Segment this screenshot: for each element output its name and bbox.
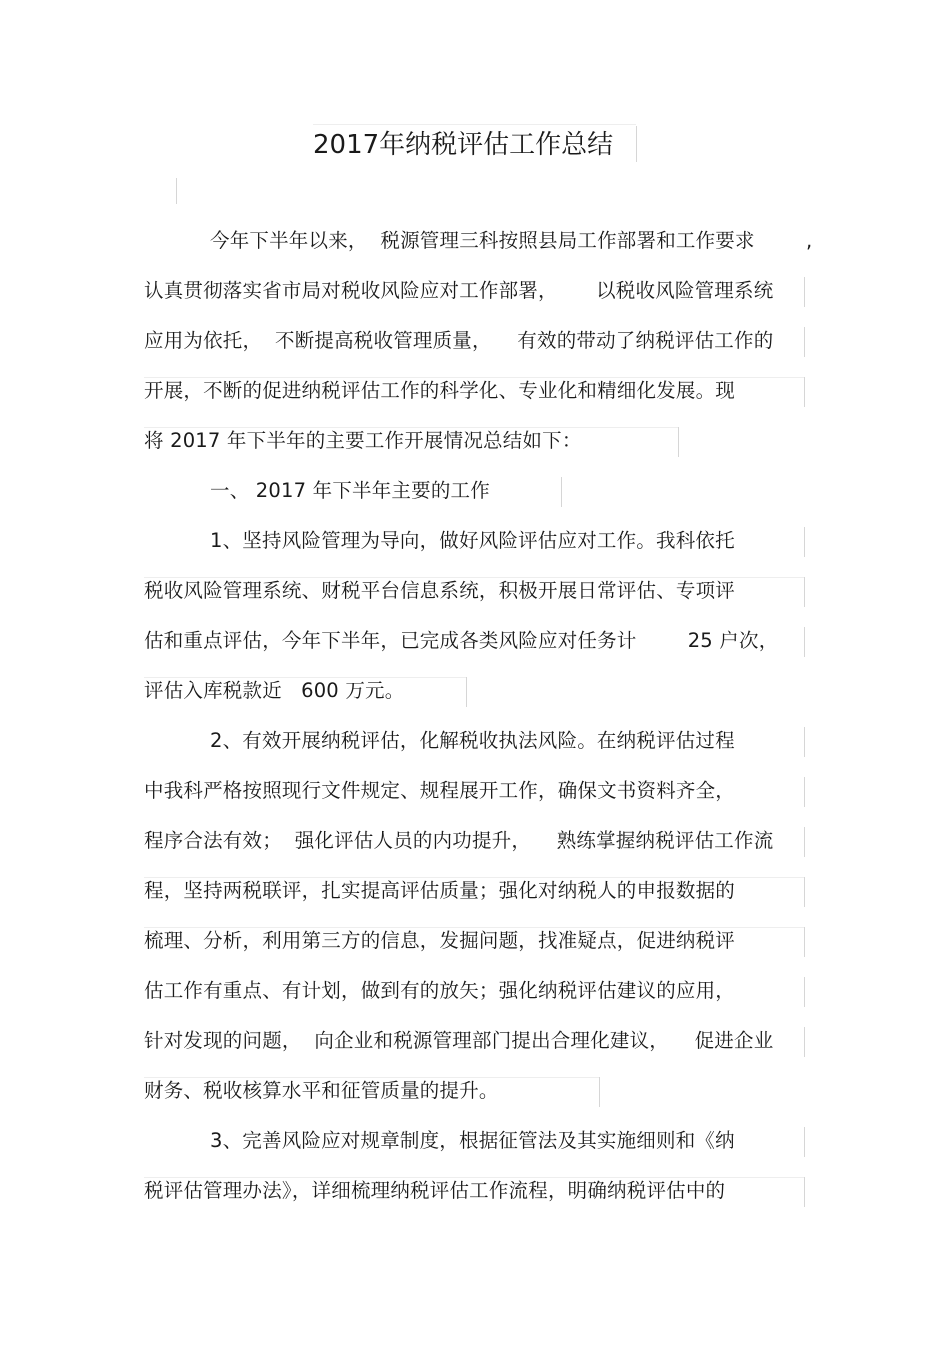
paragraph-line: 税评估管理办法》，详细梳理纳税评估工作流程，明确纳税评估中的 [144,1179,726,1202]
paragraph-line: 财务、税收核算水平和征管质量的提升。 [144,1079,499,1102]
paragraph-line: 程序合法有效； 强化评估人员的内功提升， 熟练掌握纳税评估工作流 [144,829,774,852]
paragraph-line: 估和重点评估，今年下半年，已完成各类风险应对任务计 25 户次， [144,629,779,652]
line-top-mark [144,377,804,378]
paragraph-line: 中我科严格按照现行文件规定、规程展开工作，确保文书资料齐全， [144,779,736,802]
line-top-mark [144,1077,599,1078]
line-top-mark [144,677,466,678]
line-edge-mark [636,126,637,162]
section-heading: 一、 2017 年下半年主要的工作 [210,479,490,502]
line-edge-mark [176,178,177,204]
line-edge-mark [804,1177,805,1207]
paragraph-line: 开展，不断的促进纳税评估工作的科学化、专业化和精细化发展。现 [144,379,736,402]
line-top-mark [144,877,804,878]
paragraph-line: 今年下半年以来， 税源管理三科按照县局工作部署和工作要求 [210,229,755,252]
paragraph-line: 将 2017 年下半年的主要工作开展情况总结如下： [144,429,582,452]
paragraph-line: 认真贯彻落实省市局对税收风险应对工作部署， 以税收风险管理系统 [144,279,774,302]
line-edge-mark [804,327,805,357]
line-top-mark [144,427,678,428]
paragraph-line: 估工作有重点、有计划，做到有的放矢；强化纳税评估建议的应用， [144,979,736,1002]
line-top-mark [144,1177,804,1178]
paragraph-line: 程，坚持两税联评，扎实提高评估质量；强化对纳税人的申报数据的 [144,879,736,902]
paragraph-line: 税收风险管理系统、财税平台信息系统，积极开展日常评估、专项评 [144,579,736,602]
paragraph-line: , [806,229,813,252]
line-top-mark [144,577,804,578]
line-edge-mark [804,827,805,857]
line-top-mark [313,124,636,125]
line-edge-mark [804,1027,805,1057]
paragraph-line: 梳理、分析，利用第三方的信息，发掘问题，找准疑点，促进纳税评 [144,929,736,952]
line-top-mark [144,927,804,928]
line-edge-mark [804,577,805,607]
paragraph-line: 2、有效开展纳税评估，化解税收执法风险。在纳税评估过程 [210,729,735,752]
paragraph-line: 评估入库税款近 600 万元。 [144,679,405,702]
paragraph-line: 应用为依托， 不断提高税收管理质量， 有效的带动了纳税评估工作的 [144,329,774,352]
line-edge-mark [804,927,805,957]
line-edge-mark [804,877,805,907]
line-edge-mark [804,627,805,657]
line-edge-mark [804,727,805,757]
line-edge-mark [804,777,805,807]
line-edge-mark [804,277,805,307]
line-edge-mark [804,1127,805,1157]
document-title: 2017年纳税评估工作总结 [313,130,614,160]
paragraph-line: 针对发现的问题， 向企业和税源管理部门提出合理化建议， 促进企业 [144,1029,774,1052]
line-edge-mark [561,477,562,507]
line-edge-mark [599,1077,600,1107]
line-edge-mark [466,677,467,707]
paragraph-line: 3、完善风险应对规章制度，根据征管法及其实施细则和《纳 [210,1129,735,1152]
paragraph-line: 1、坚持风险管理为导向，做好风险评估应对工作。我科依托 [210,529,735,552]
line-edge-mark [678,427,679,457]
line-edge-mark [804,377,805,407]
line-edge-mark [804,977,805,1007]
line-edge-mark [804,527,805,557]
